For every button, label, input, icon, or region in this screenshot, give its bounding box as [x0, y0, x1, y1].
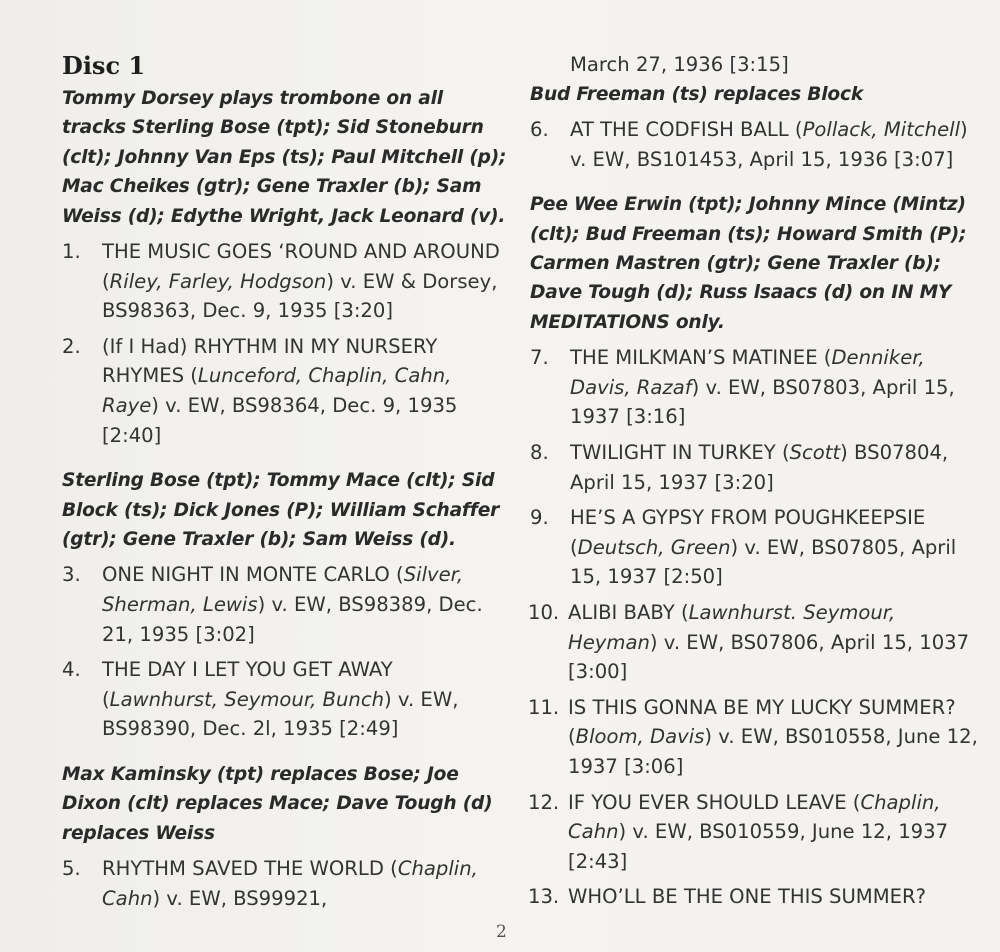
- track-text: [568, 598, 990, 687]
- track-item: [62, 332, 510, 450]
- track-number: 4.: [62, 658, 81, 682]
- track-composers: Denniker, Davis, Razaf: [570, 346, 925, 399]
- track-details: ) BS07804, April 15, 1937 [3:20]: [570, 441, 949, 494]
- track-continuation: March 27, 1936 [3:15]: [570, 53, 789, 76]
- track-text: [102, 237, 510, 326]
- track-text: [570, 343, 990, 432]
- track-composers: Chaplin, Cahn: [102, 857, 478, 910]
- track-title: AT THE CODFISH BALL (: [570, 118, 803, 141]
- track-title: TWILIGHT IN TURKEY (: [570, 441, 790, 464]
- left-column: [62, 50, 510, 919]
- track-number: 8.: [530, 441, 549, 464]
- track-composers: Pollack, Mitchell: [802, 118, 961, 141]
- track-text: [568, 788, 990, 877]
- track-text: [570, 115, 990, 174]
- track-title: WHO’LL BE THE ONE THIS SUMMER?: [568, 885, 926, 909]
- track-number: 2.: [62, 334, 81, 358]
- personnel-note: Sterling Bose (tpt); Tommy Mace (clt); Sid Block (ts); Dick Jones (P); William Schaffer (gtr); Gene Traxler (b); Sam Weiss (d).: [62, 470, 500, 550]
- track-list: [62, 560, 510, 744]
- track-composers: Scott: [789, 441, 841, 464]
- track-number: 6.: [530, 118, 549, 141]
- track-details: ) v. EW, BS010559, June 12, 1937 [2:43]: [568, 820, 949, 873]
- track-composers: Lunceford, Chaplin, Cahn, Raye: [102, 364, 452, 417]
- track-text: [570, 503, 990, 592]
- track-list: [530, 343, 990, 912]
- track-composers: Silver, Sherman, Lewis: [102, 563, 464, 616]
- track-text: [102, 560, 510, 649]
- track-item: [530, 115, 990, 174]
- track-composers: Deutsch, Green: [577, 535, 731, 559]
- track-number: 1.: [62, 240, 81, 264]
- track-composers: Riley, Farley, Hodgson: [109, 269, 327, 293]
- track-title: HE’S A GYPSY FROM POUGHKEEPSIE (: [570, 506, 926, 559]
- track-number: 7.: [530, 346, 549, 370]
- track-item: [62, 560, 510, 649]
- track-title: RHYTHM SAVED THE WORLD (: [102, 857, 398, 881]
- track-item: [530, 882, 990, 912]
- track-composers: Bloom, Davis: [575, 725, 705, 749]
- track-details: ) v. EW, BS07806, April 15, 1037 [3:00]: [568, 630, 970, 684]
- track-item: [530, 438, 990, 497]
- track-item: [530, 598, 990, 687]
- track-details: ) v. EW, BS101453, April 15, 1936 [3:07]: [570, 118, 968, 171]
- track-composers: Lawnhurst, Seymour, Bunch: [109, 687, 385, 711]
- track-number: 5.: [62, 857, 81, 881]
- track-item: [530, 788, 990, 877]
- track-text: [102, 332, 510, 450]
- track-number: 12.: [528, 790, 560, 814]
- track-title: ONE NIGHT IN MONTE CARLO (: [102, 563, 404, 587]
- track-title: THE MUSIC GOES ‘ROUND AND AROUND (: [102, 240, 500, 293]
- track-number: 3.: [62, 563, 81, 587]
- track-title: IS THIS GONNA BE MY LUCKY SUMMER? (: [568, 695, 956, 749]
- track-item: [530, 693, 990, 782]
- right-column: [530, 50, 990, 918]
- personnel-note: Tommy Dorsey plays trombone on all tracks Sterling Bose (tpt); Sid Stoneburn (clt); Johnny Van Eps (ts); Paul Mitchell (p); Mac Cheikes (gtr); Gene Traxler (b); Sam Weiss (d); Edythe Wright, Jack Leonard (v).: [62, 88, 507, 227]
- track-details: ) v. EW, BS99921,: [152, 886, 328, 910]
- track-title: (If I Had) RHYTHM IN MY NURSERY RHYMES (: [102, 334, 438, 388]
- track-details: ) v. EW, BS07803, April 15, 1937 [3:16]: [570, 375, 955, 429]
- personnel-note: Pee Wee Erwin (tpt); Johnny Mince (Mintz) (clt); Bud Freeman (ts); Howard Smith (P); Carmen Mastren (gtr); Gene Traxler (b); Dave Tough (d); Russ lsaacs (d) on IN MY MEDITATIONS only.: [530, 194, 967, 333]
- track-item: [530, 503, 990, 592]
- track-title: IF YOU EVER SHOULD LEAVE (: [568, 790, 861, 814]
- track-details: ) v. EW & Dorsey, BS98363, Dec. 9, 1935 [3:20]: [102, 269, 498, 323]
- track-title: ALIBI BABY (: [568, 600, 689, 624]
- track-number: 9.: [530, 506, 549, 530]
- track-number: 10.: [528, 600, 560, 624]
- track-text: [568, 882, 990, 912]
- track-details: ) v. EW, BS010558, June 12, 1937 [3:06]: [568, 725, 978, 778]
- personnel-note: Max Kaminsky (tpt) replaces Bose; Joe Dixon (clt) replaces Mace; Dave Tough (d) replaces Weiss: [62, 763, 493, 844]
- track-details: ) v. EW, BS07805, April 15, 1937 [2:50]: [570, 535, 957, 589]
- track-text: [570, 438, 990, 497]
- track-composers: Lawnhurst. Seymour, Heyman: [568, 600, 896, 654]
- track-list: [62, 237, 510, 450]
- track-text: [568, 693, 990, 782]
- track-details: ) v. EW, BS98364, Dec. 9, 1935 [2:40]: [102, 394, 458, 447]
- track-text: [102, 854, 510, 913]
- track-details: ) v. EW, BS98389, Dec. 21, 1935 [3:02]: [102, 593, 483, 646]
- disc-title: Disc 1: [62, 51, 146, 80]
- track-number: 13.: [528, 885, 560, 909]
- page-number: 2: [496, 922, 507, 942]
- track-item: [62, 237, 510, 326]
- track-details: ) v. EW, BS98390, Dec. 2l, 1935 [2:49]: [102, 687, 459, 741]
- track-title: THE DAY I LET YOU GET AWAY (: [102, 658, 393, 711]
- track-item: [62, 854, 510, 913]
- track-title: THE MILKMAN’S MATINEE (: [570, 346, 832, 370]
- track-item: [62, 655, 510, 744]
- personnel-note: Bud Freeman (ts) replaces Block: [530, 83, 863, 105]
- track-text: [102, 655, 510, 744]
- track-composers: Chaplin, Cahn: [568, 790, 941, 844]
- track-number: 11.: [528, 695, 560, 719]
- track-item: [530, 343, 990, 432]
